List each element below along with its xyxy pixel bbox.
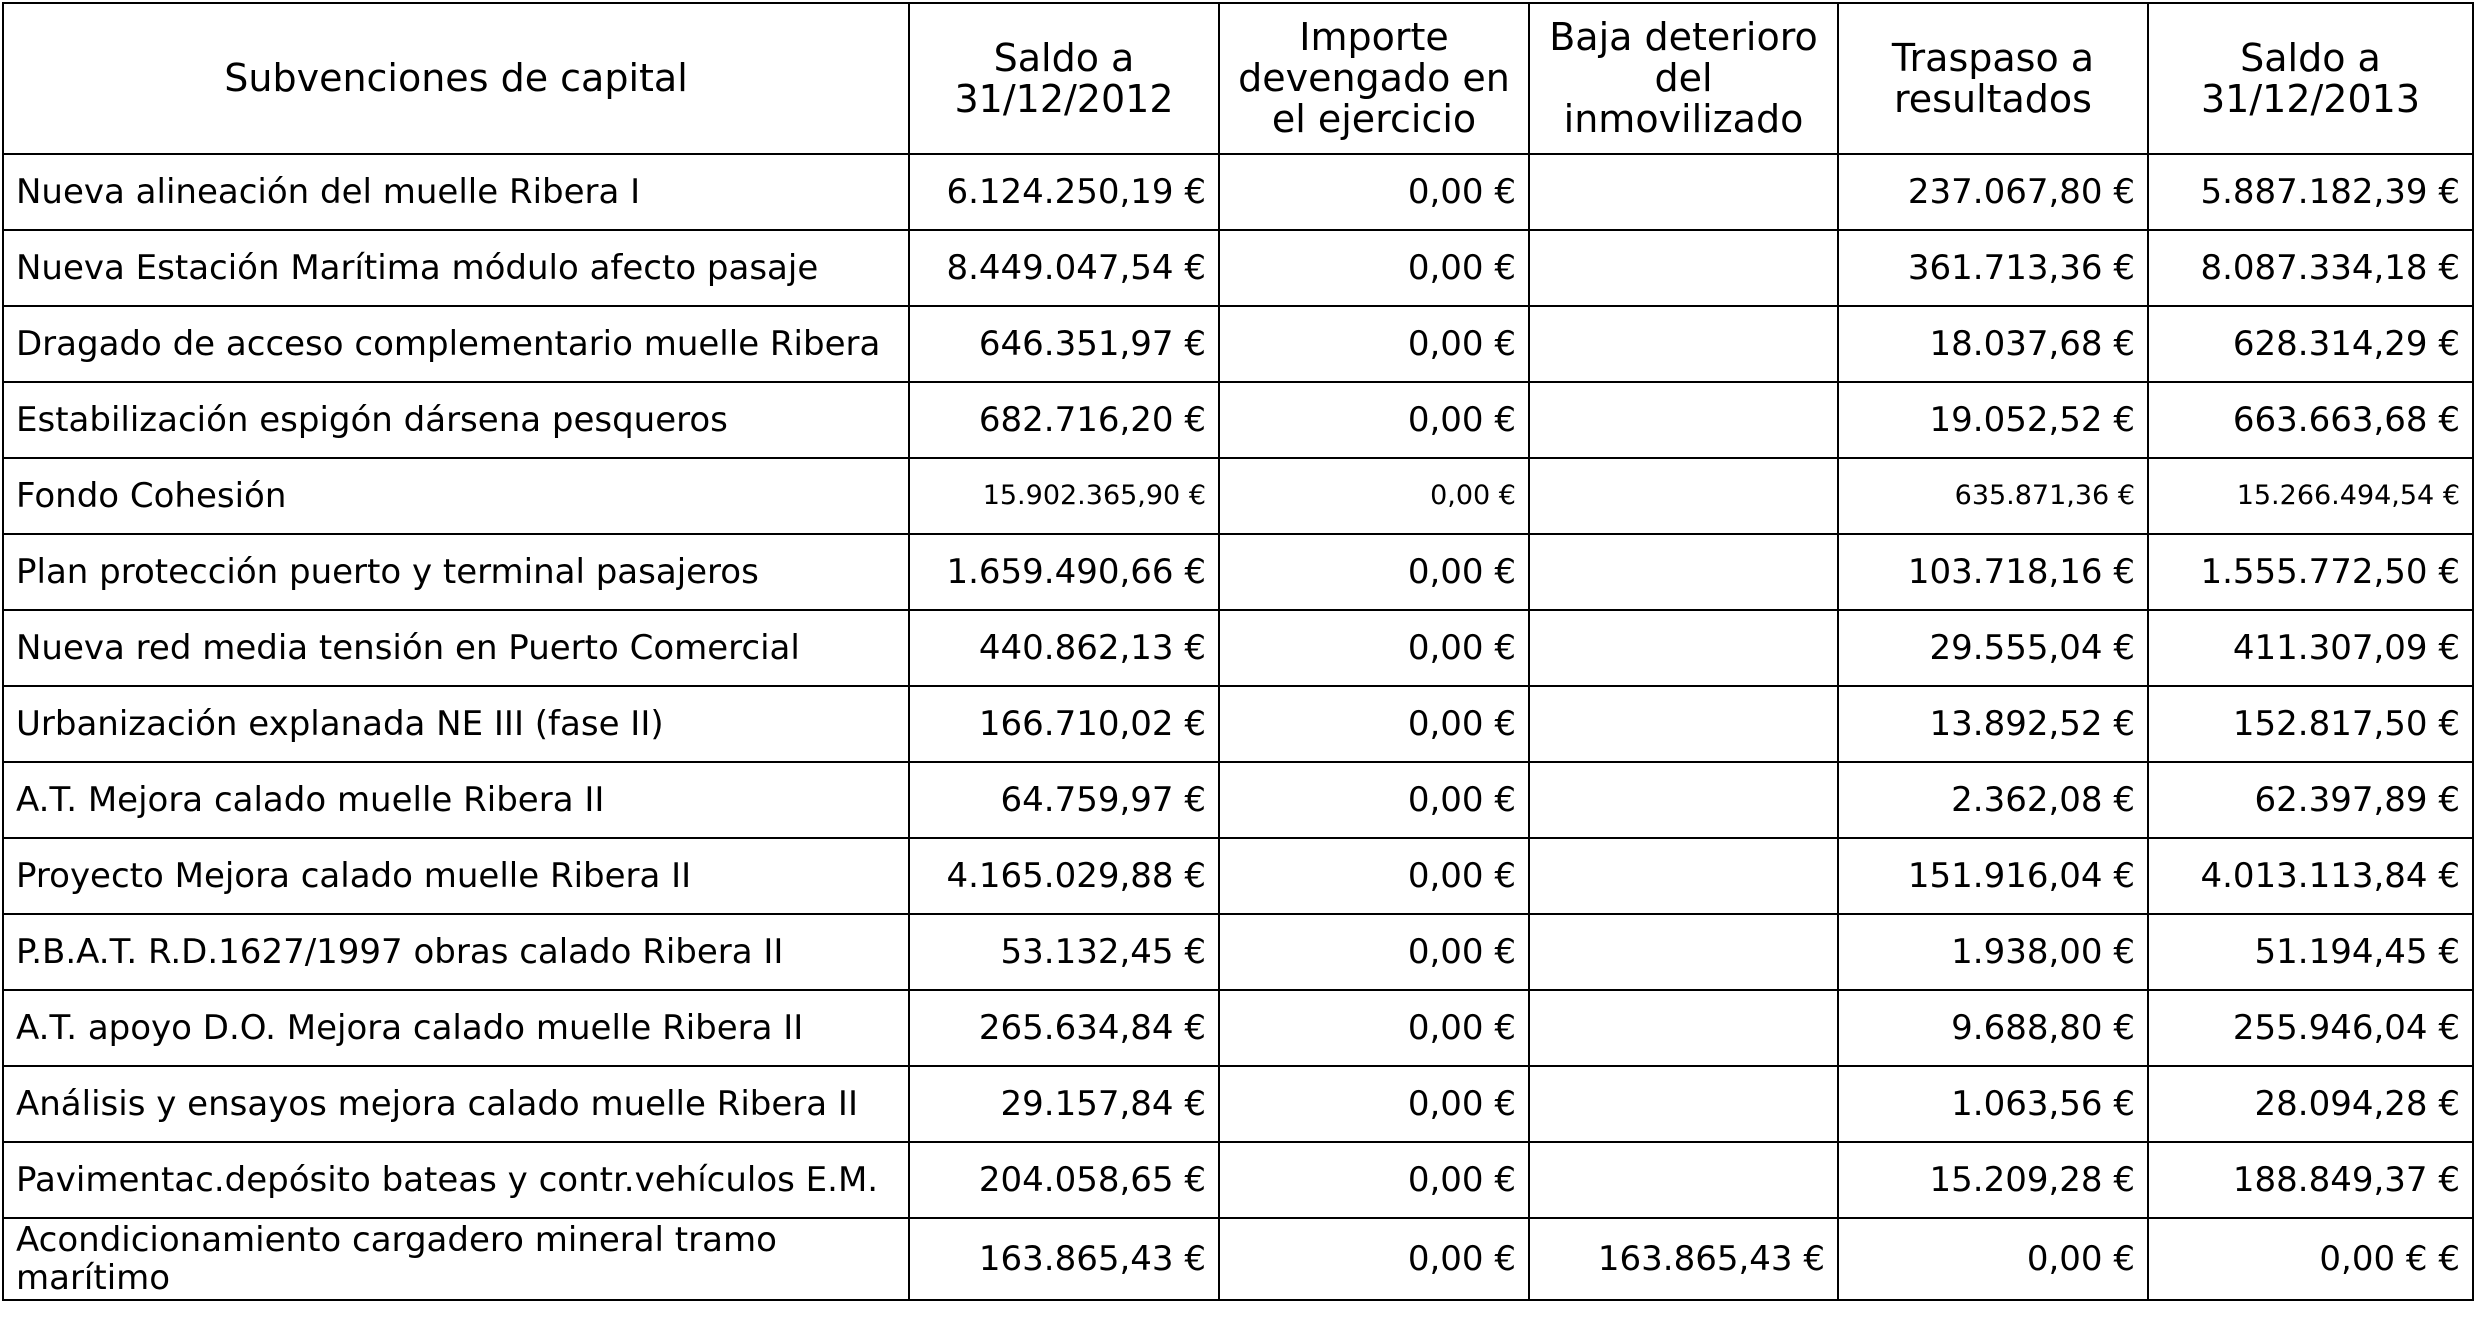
table-cell: 29.555,04 € xyxy=(1838,610,2148,686)
table-cell: 0,00 € xyxy=(1219,458,1529,534)
table-cell: 0,00 € xyxy=(1219,306,1529,382)
table-cell: 15.209,28 € xyxy=(1838,1142,2148,1218)
table-cell: 0,00 € xyxy=(1219,1218,1529,1300)
table-cell: 1.555.772,50 € xyxy=(2148,534,2473,610)
table-cell: 15.266.494,54 € xyxy=(2148,458,2473,534)
table-cell: 15.902.365,90 € xyxy=(909,458,1219,534)
table-row xyxy=(3,686,2473,762)
table-cell: 0,00 € xyxy=(1219,686,1529,762)
table-cell: 13.892,52 € xyxy=(1838,686,2148,762)
table-cell: 29.157,84 € xyxy=(909,1066,1219,1142)
table-cell: 411.307,09 € xyxy=(2148,610,2473,686)
table-cell: 6.124.250,19 € xyxy=(909,154,1219,230)
table-cell: 62.397,89 € xyxy=(2148,762,2473,838)
table-cell xyxy=(1529,458,1838,534)
table-cell: 188.849,37 € xyxy=(2148,1142,2473,1218)
header-cell: Subvenciones de capital xyxy=(3,3,909,154)
table-cell: 237.067,80 € xyxy=(1838,154,2148,230)
table-cell: Nueva alineación del muelle Ribera I xyxy=(3,154,909,230)
table-cell: 440.862,13 € xyxy=(909,610,1219,686)
header-cell: Importe devengado en el ejercicio xyxy=(1219,3,1529,154)
table-cell: Nueva Estación Marítima módulo afecto pasaje xyxy=(3,230,909,306)
table-cell: 9.688,80 € xyxy=(1838,990,2148,1066)
table-cell xyxy=(1529,534,1838,610)
table-row xyxy=(3,610,2473,686)
table-cell: 0,00 € xyxy=(1219,1142,1529,1218)
table-cell: 204.058,65 € xyxy=(909,1142,1219,1218)
table-cell: 0,00 € xyxy=(1219,914,1529,990)
table-cell: 265.634,84 € xyxy=(909,990,1219,1066)
table-cell: 103.718,16 € xyxy=(1838,534,2148,610)
table-cell: 1.063,56 € xyxy=(1838,1066,2148,1142)
table-cell: 361.713,36 € xyxy=(1838,230,2148,306)
header-cell: Saldo a 31/12/2012 xyxy=(909,3,1219,154)
table-cell: P.B.A.T. R.D.1627/1997 obras calado Ribera II xyxy=(3,914,909,990)
subvenciones-table xyxy=(2,2,2474,1301)
table-row xyxy=(3,230,2473,306)
table-cell: 18.037,68 € xyxy=(1838,306,2148,382)
table-cell: 635.871,36 € xyxy=(1838,458,2148,534)
table-cell: Fondo Cohesión xyxy=(3,458,909,534)
table-row xyxy=(3,1066,2473,1142)
table-row xyxy=(3,306,2473,382)
table-cell: 8.449.047,54 € xyxy=(909,230,1219,306)
table-cell: Pavimentac.depósito bateas y contr.vehículos E.M. xyxy=(3,1142,909,1218)
table-cell: 8.087.334,18 € xyxy=(2148,230,2473,306)
table-cell: 2.362,08 € xyxy=(1838,762,2148,838)
table-cell: 646.351,97 € xyxy=(909,306,1219,382)
table-row xyxy=(3,154,2473,230)
table-cell: A.T. Mejora calado muelle Ribera II xyxy=(3,762,909,838)
table-cell: 1.938,00 € xyxy=(1838,914,2148,990)
table-cell: 64.759,97 € xyxy=(909,762,1219,838)
table-cell: 51.194,45 € xyxy=(2148,914,2473,990)
table-cell xyxy=(1529,838,1838,914)
table-cell: 1.659.490,66 € xyxy=(909,534,1219,610)
table-row xyxy=(3,1142,2473,1218)
table-row xyxy=(3,382,2473,458)
table-cell: 682.716,20 € xyxy=(909,382,1219,458)
header-cell: Traspaso a resultados xyxy=(1838,3,2148,154)
table-cell: 0,00 € xyxy=(1219,610,1529,686)
table-cell: 151.916,04 € xyxy=(1838,838,2148,914)
table-cell: 4.013.113,84 € xyxy=(2148,838,2473,914)
table-cell: 0,00 € xyxy=(1838,1218,2148,1300)
table-cell xyxy=(1529,686,1838,762)
table-header-row xyxy=(3,3,2473,154)
table-cell: 53.132,45 € xyxy=(909,914,1219,990)
table-cell: 28.094,28 € xyxy=(2148,1066,2473,1142)
table-cell: A.T. apoyo D.O. Mejora calado muelle Ribera II xyxy=(3,990,909,1066)
table-cell xyxy=(1529,382,1838,458)
table-cell: Plan protección puerto y terminal pasajeros xyxy=(3,534,909,610)
table-cell: 0,00 € xyxy=(1219,838,1529,914)
table-cell: 152.817,50 € xyxy=(2148,686,2473,762)
table-cell: 628.314,29 € xyxy=(2148,306,2473,382)
table-cell: 19.052,52 € xyxy=(1838,382,2148,458)
table-cell: 0,00 € xyxy=(1219,230,1529,306)
table-row xyxy=(3,1218,2473,1300)
table-cell: 5.887.182,39 € xyxy=(2148,154,2473,230)
table-cell xyxy=(1529,610,1838,686)
table-cell: 0,00 € xyxy=(1219,1066,1529,1142)
table-cell: Análisis y ensayos mejora calado muelle Ribera II xyxy=(3,1066,909,1142)
table-row xyxy=(3,990,2473,1066)
table-cell: 0,00 € xyxy=(1219,762,1529,838)
table-cell: 166.710,02 € xyxy=(909,686,1219,762)
table-cell: 255.946,04 € xyxy=(2148,990,2473,1066)
table-row xyxy=(3,914,2473,990)
table-cell: Nueva red media tensión en Puerto Comercial xyxy=(3,610,909,686)
table-cell: 163.865,43 € xyxy=(909,1218,1219,1300)
table-cell: 163.865,43 € xyxy=(1529,1218,1838,1300)
table-cell: Estabilización espigón dársena pesqueros xyxy=(3,382,909,458)
table-cell xyxy=(1529,762,1838,838)
table-cell xyxy=(1529,1066,1838,1142)
table-cell: 0,00 € € xyxy=(2148,1218,2473,1300)
table-cell: Proyecto Mejora calado muelle Ribera II xyxy=(3,838,909,914)
table-cell: Acondicionamiento cargadero mineral tramo marítimo xyxy=(3,1218,909,1300)
table-cell: 663.663,68 € xyxy=(2148,382,2473,458)
table-cell xyxy=(1529,154,1838,230)
table-cell xyxy=(1529,914,1838,990)
table-cell: 0,00 € xyxy=(1219,990,1529,1066)
table-row xyxy=(3,762,2473,838)
table-cell: 0,00 € xyxy=(1219,154,1529,230)
table-cell xyxy=(1529,1142,1838,1218)
table-cell xyxy=(1529,990,1838,1066)
table-cell: Urbanización explanada NE III (fase II) xyxy=(3,686,909,762)
table-row xyxy=(3,534,2473,610)
table-row xyxy=(3,838,2473,914)
header-cell: Saldo a 31/12/2013 xyxy=(2148,3,2473,154)
table-cell: 0,00 € xyxy=(1219,534,1529,610)
table-cell xyxy=(1529,306,1838,382)
table-row xyxy=(3,458,2473,534)
header-cell: Baja deterioro del inmovilizado xyxy=(1529,3,1838,154)
table-cell: 4.165.029,88 € xyxy=(909,838,1219,914)
table-cell: Dragado de acceso complementario muelle Ribera xyxy=(3,306,909,382)
table-cell xyxy=(1529,230,1838,306)
table-cell: 0,00 € xyxy=(1219,382,1529,458)
